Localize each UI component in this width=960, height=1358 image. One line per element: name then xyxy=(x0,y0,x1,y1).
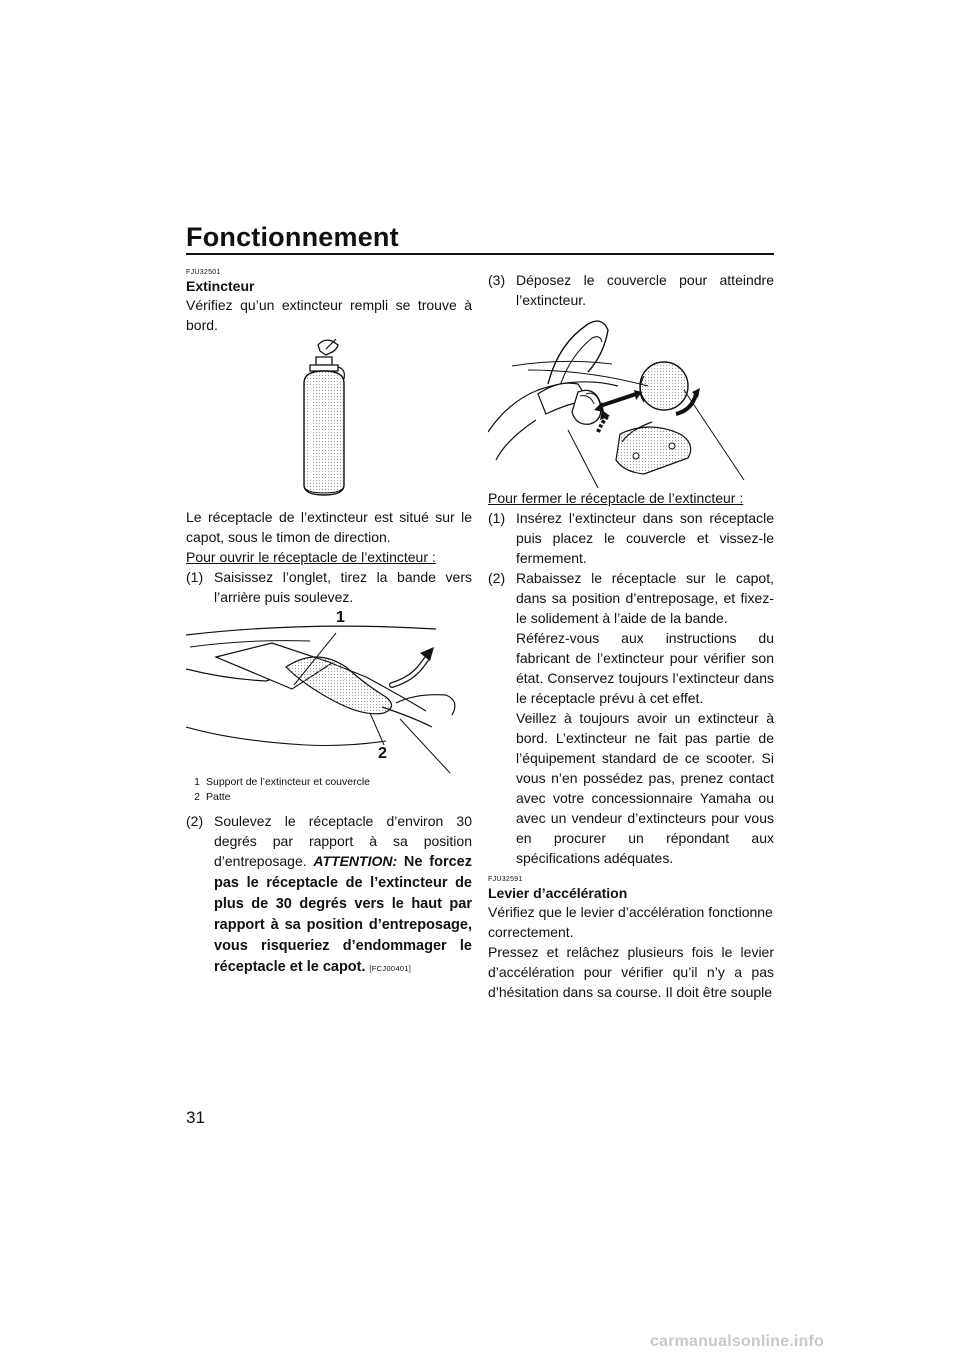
section-code: FJU32591 xyxy=(488,876,523,883)
step-text-paragraph: Référez-vous aux instructions du fabricant de l’extincteur pour vérifier son état. Conservez toujours l’extincteur dans le réceptacle prévu à cet effet. xyxy=(516,630,774,706)
watermark: carmanualsonline.info xyxy=(650,1333,825,1350)
section-title-levier: Levier d’accélération xyxy=(488,885,628,901)
step-number: (2) xyxy=(186,813,204,829)
legend-text: Patte xyxy=(206,791,231,803)
step-text xyxy=(516,568,774,868)
legend-text: Support de l’extincteur et couvercle xyxy=(206,776,371,788)
section-code: FJU32501 xyxy=(186,269,221,276)
extinguisher-illustration xyxy=(186,335,472,507)
page-title: Fonctionnement xyxy=(186,222,399,252)
close-step-2 xyxy=(488,568,774,868)
attention-label: ATTENTION: xyxy=(313,853,398,869)
step-text: Insérez l’extincteur dans son réceptacle puis placez le couvercle et vissez-le fermement. xyxy=(516,510,774,566)
step-3 xyxy=(488,270,774,310)
receptacle-cover-illustration xyxy=(488,310,774,488)
figure-label-1: 1 xyxy=(336,609,345,626)
step-text: Déposez le couvercle pour atteindre l’extincteur. xyxy=(516,272,774,308)
figure-label-2: 2 xyxy=(378,745,387,762)
step-text-main: Soulevez le réceptacle d’environ 30 degrés par rapport à sa position d’entreposage. xyxy=(214,813,472,869)
close-step-1 xyxy=(488,508,774,568)
receptacle-open-illustration xyxy=(186,607,472,775)
left-column xyxy=(186,268,472,979)
step-text xyxy=(214,811,472,979)
caution-text: Ne forcez pas le réceptacle de l’extincteur de plus de 30 degrés vers le haut par rapport à sa position d’entreposage, vous risqueriez d’endommager le réceptacle et le capot. xyxy=(214,854,473,975)
step-number: (3) xyxy=(488,272,506,288)
legend-number: 2 xyxy=(194,791,200,803)
paragraph: Vérifiez que le levier d’accélération fonctionne correctement. xyxy=(488,904,773,940)
figure-legend-1 xyxy=(186,775,472,790)
paragraph: Le réceptacle de l’extincteur est situé sur le capot, sous le timon de direction. xyxy=(186,509,472,545)
paragraph: Vérifiez qu’un extincteur rempli se trouve à bord. xyxy=(186,297,472,333)
page-number: 31 xyxy=(186,1108,205,1127)
step-number: (1) xyxy=(488,510,506,526)
step-2 xyxy=(186,811,472,979)
legend-number: 1 xyxy=(194,776,200,788)
figure-legend-2 xyxy=(186,790,472,805)
right-column xyxy=(488,270,774,1002)
step-1 xyxy=(186,567,472,607)
step-number: (1) xyxy=(186,569,204,585)
step-text-main: Rabaissez le réceptacle sur le capot, dans sa position d’entreposage, et fixez-le solidement à l’aide de la bande. xyxy=(516,570,774,626)
title-rule xyxy=(186,253,774,255)
reference-code: [FCJ00401] xyxy=(369,964,412,973)
paragraph: Pressez et relâchez plusieurs fois le levier d’accélération pour vérifier qu’il n’y a pas d’hésitation dans sa course. Il doit être souple xyxy=(488,944,774,1000)
figure-open-receptacle xyxy=(186,607,472,775)
heading-open-receptacle: Pour ouvrir le réceptacle de l’extincteur : xyxy=(186,549,436,565)
step-text-paragraph: Veillez à toujours avoir un extincteur à bord. L’extincteur ne fait pas partie de l’équipement standard de ce scooter. Si vous n’en possédez pas, prenez contact avec votre concessionnaire Yamaha ou avec un vendeur d’extincteurs pour vous en procurer un répondant aux spécifications adéquates. xyxy=(516,710,774,866)
step-number: (2) xyxy=(488,570,506,586)
heading-close-receptacle: Pour fermer le réceptacle de l’extincteur : xyxy=(488,490,744,506)
step-text: Saisissez l’onglet, tirez la bande vers l’arrière puis soulevez. xyxy=(214,569,472,605)
section-title-extincteur: Extincteur xyxy=(186,278,255,294)
